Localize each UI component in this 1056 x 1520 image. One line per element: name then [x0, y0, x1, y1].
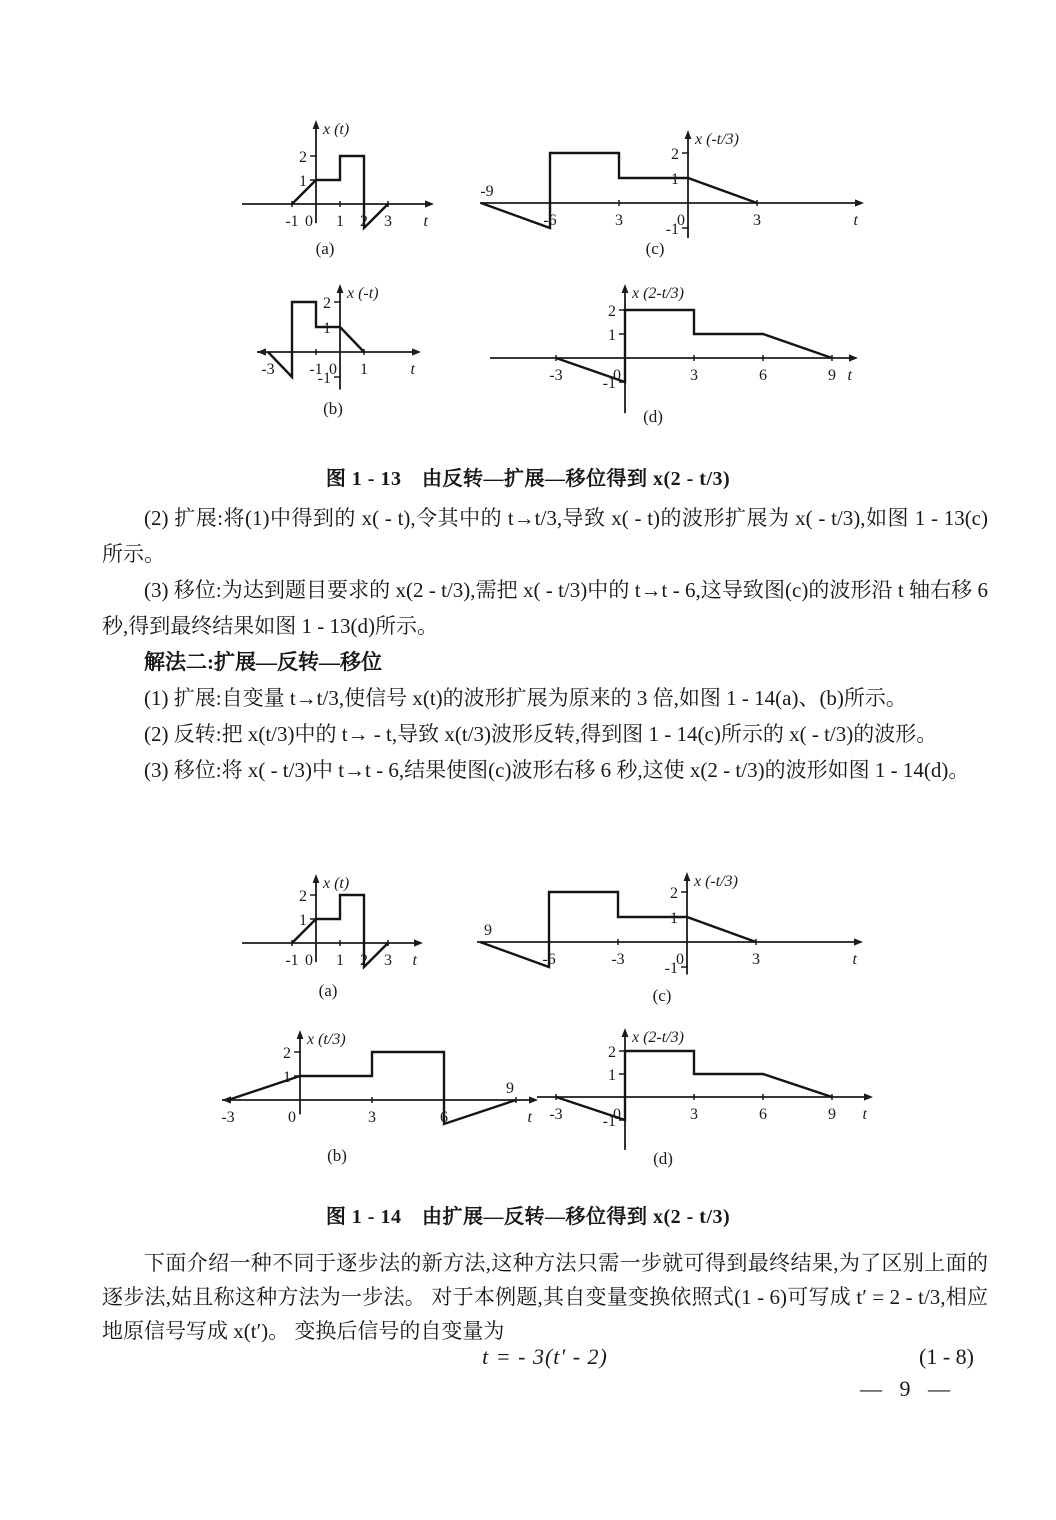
x-axis-arrow	[854, 938, 863, 945]
y-axis-label: x (-t)	[347, 285, 379, 302]
x-tick-label: 0	[329, 361, 337, 378]
x-tick-label: 9	[484, 922, 492, 939]
x-axis-arrow	[849, 354, 858, 361]
x-tick-label: 3	[615, 212, 623, 229]
x-tick-label: -3	[221, 1109, 235, 1126]
y-axis-arrow	[337, 284, 344, 293]
x-tick-label: 6	[440, 1109, 448, 1126]
y-tick-label: 2	[608, 1044, 616, 1061]
x-tick-label: -3	[611, 951, 625, 968]
waveform-chart	[478, 128, 866, 263]
y-axis-label: x (2-t/3)	[632, 1029, 684, 1046]
y-tick-label: 1	[299, 173, 307, 190]
y-tick-label: 2	[283, 1045, 291, 1062]
x-axis-label: t	[862, 1106, 867, 1123]
waveform-chart	[535, 1026, 875, 1184]
x-axis-arrow	[414, 939, 423, 946]
y-tick-label: 1	[608, 1067, 616, 1084]
y-tick-label: 1	[671, 171, 679, 188]
y-axis-arrow	[622, 1028, 629, 1037]
y-tick-label: 2	[670, 885, 678, 902]
x-tick-label: -6	[542, 951, 556, 968]
waveform-chart	[475, 870, 865, 1010]
y-axis-arrow	[297, 1030, 304, 1039]
y-tick-label: 1	[283, 1069, 291, 1086]
x-axis-arrow	[412, 348, 421, 355]
equation-1-8	[102, 1344, 988, 1370]
x-tick-label: 3	[384, 952, 392, 969]
paragraph-sol2-step1: (1) 扩展:自变量 t→t/3,使信号 x(t)的波形扩展为原来的 3 倍,如图 1 - 14(a)、(b)所示。	[144, 686, 907, 710]
x-tick-label: -6	[543, 212, 557, 229]
fig13-caption: 图 1 - 13 由反转—扩展—移位得到 x(2 - t/3)	[325, 468, 731, 490]
x-tick-label: 0	[613, 1106, 621, 1123]
y-tick-label: 2	[323, 295, 331, 312]
subplot-label: (d)	[643, 407, 663, 426]
y-axis-arrow	[313, 120, 320, 129]
x-tick-label: 2	[360, 952, 368, 969]
y-axis-label: x (2-t/3)	[632, 285, 684, 302]
paragraph-sol2-step2: (2) 反转:把 x(t/3)中的 t→ - t,导致 x(t/3)波形反转,得到图 1 - 14(c)所示的 x( - t/3)的波形。	[144, 722, 938, 746]
x-tick-label: 0	[305, 213, 313, 230]
fig13-plot-c	[478, 128, 866, 263]
subplot-label: (a)	[318, 981, 338, 1000]
x-axis-label: t	[412, 952, 417, 969]
x-axis-label: t	[423, 213, 428, 230]
x-tick-label: 3	[368, 1109, 376, 1126]
x-tick-label: 6	[759, 367, 767, 384]
x-tick-label: -3	[261, 361, 275, 378]
waveform-chart	[240, 118, 436, 268]
x-tick-label: -3	[549, 367, 563, 384]
paragraph-one-step-method: 下面介绍一种不同于逐步法的新方法,这种方法只需一步就可得到最终结果,为了区别上面的逐步法,姑且称这种方法为一步法。 对于本例题,其自变量变换依照式(1 - 6)可写成 t′ = 2 - t/3,相应地原信号写成 x(t′)。 变换后信号的自变量为	[102, 1251, 988, 1343]
y-axis-label: x (t)	[323, 875, 350, 892]
page-number: — 9 —	[860, 1376, 956, 1401]
x-axis-label: t	[410, 361, 415, 378]
fig14-plot-b	[220, 1028, 540, 1178]
x-tick-label: -3	[549, 1106, 563, 1123]
y-tick-label: 1	[608, 327, 616, 344]
fig14-caption: 图 1 - 14 由扩展—反转—移位得到 x(2 - t/3)	[325, 1206, 731, 1228]
fig13-plot-a	[240, 118, 436, 268]
y-axis-label: x (t)	[323, 121, 350, 138]
y-tick-label: 2	[608, 303, 616, 320]
x-tick-label: 1	[336, 213, 344, 230]
equation-body: t = - 3(t′ - 2)	[482, 1344, 608, 1369]
x-tick-label: -1	[309, 361, 323, 378]
waveform-chart	[255, 282, 423, 432]
solution2-heading: 解法二:扩展—反转—移位	[144, 650, 382, 674]
x-tick-label: 9	[506, 1080, 514, 1097]
y-tick-label: -1	[602, 375, 616, 392]
y-axis-label: x (-t/3)	[694, 873, 738, 890]
subplot-label: (b)	[327, 1146, 347, 1165]
y-tick-label: 1	[670, 910, 678, 927]
waveform-chart	[240, 872, 425, 1007]
fig14-plot-c	[475, 870, 865, 1010]
x-tick-label: 2	[360, 213, 368, 230]
equation-number: (1 - 8)	[919, 1344, 974, 1369]
y-tick-label: -1	[602, 1113, 616, 1130]
subplot-label: (b)	[323, 399, 343, 418]
y-tick-label: 1	[323, 320, 331, 337]
x-tick-label: 3	[690, 1106, 698, 1123]
subplot-label: (c)	[645, 239, 665, 258]
waveform-chart	[488, 282, 860, 440]
y-tick-label: 2	[671, 146, 679, 163]
x-tick-label: 1	[360, 361, 368, 378]
fig14-plot-a	[240, 872, 425, 1007]
fig13-plot-d	[488, 282, 860, 440]
y-tick-label: -1	[317, 370, 331, 387]
paragraph-step2-expand: (2) 扩展:将(1)中得到的 x( - t),令其中的 t→t/3,导致 x( - t)的波形扩展为 x( - t/3),如图 1 - 13(c)所示。	[102, 506, 988, 566]
x-tick-label: 3	[752, 951, 760, 968]
y-tick-label: -1	[664, 960, 678, 977]
y-axis-arrow	[684, 872, 691, 881]
y-axis-label: x (-t/3)	[695, 131, 739, 148]
y-tick-label: 2	[299, 888, 307, 905]
x-tick-label: 0	[676, 951, 684, 968]
subplot-label: (d)	[653, 1149, 673, 1168]
fig13-plot-b	[255, 282, 423, 432]
subplot-label: (c)	[652, 986, 672, 1005]
x-axis-label: t	[852, 951, 857, 968]
x-axis-arrow	[855, 199, 864, 206]
paragraph-sol2-step3: (3) 移位:将 x( - t/3)中 t→t - 6,结果使图(c)波形右移 6 秒,这使 x(2 - t/3)的波形如图 1 - 14(d)。	[144, 758, 970, 782]
x-axis-arrow	[425, 200, 434, 207]
x-tick-label: 1	[336, 952, 344, 969]
fig14-plot-d	[535, 1026, 875, 1184]
x-axis-left-arrow	[257, 348, 266, 355]
x-tick-label: 3	[384, 213, 392, 230]
x-tick-label: 0	[288, 1109, 296, 1126]
y-tick-label: 1	[299, 912, 307, 929]
waveform-chart	[220, 1028, 540, 1178]
x-tick-label: 9	[828, 367, 836, 384]
y-axis-label: x (t/3)	[307, 1031, 346, 1048]
x-tick-label: 0	[613, 367, 621, 384]
y-tick-label: -1	[665, 221, 679, 238]
x-tick-label: 0	[305, 952, 313, 969]
x-tick-label: -1	[285, 213, 299, 230]
y-axis-arrow	[622, 284, 629, 293]
y-axis-arrow	[313, 874, 320, 883]
x-tick-label: 3	[690, 367, 698, 384]
y-tick-label: 2	[299, 149, 307, 166]
body-text-block-1	[102, 500, 988, 788]
x-axis-label: t	[847, 367, 852, 384]
x-tick-label: -1	[285, 952, 299, 969]
x-axis-label: t	[527, 1109, 532, 1126]
body-text-block-2	[102, 1246, 988, 1348]
x-tick-label: 0	[677, 212, 685, 229]
x-tick-label: -9	[480, 183, 494, 200]
subplot-label: (a)	[315, 239, 335, 258]
x-tick-label: 3	[753, 212, 761, 229]
x-tick-label: 9	[828, 1106, 836, 1123]
x-tick-label: 6	[759, 1106, 767, 1123]
paragraph-step3-shift: (3) 移位:为达到题目要求的 x(2 - t/3),需把 x( - t/3)中的 t→t - 6,这导致图(c)的波形沿 t 轴右移 6 秒,得到最终结果如图 1 - 13(d)所示。	[102, 578, 988, 638]
x-axis-arrow	[864, 1093, 873, 1100]
x-axis-label: t	[853, 212, 858, 229]
y-axis-arrow	[685, 130, 692, 139]
